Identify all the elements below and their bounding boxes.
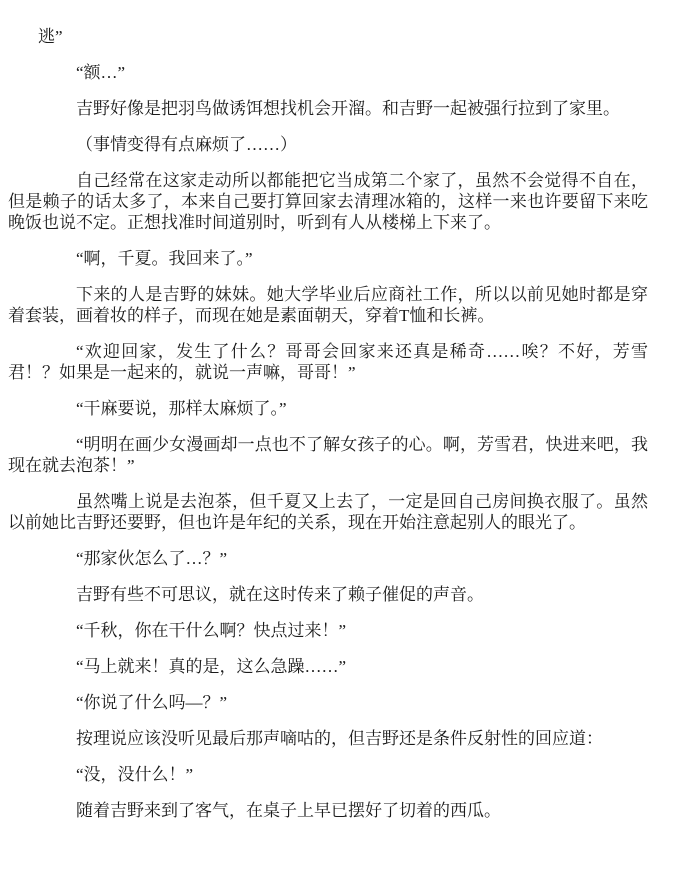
- paragraph: “欢迎回家，发生了什么？哥哥会回家来还真是稀奇……唉？不好，芳雪君！？如果是一起来的，就说一声嘛，哥哥！”: [8, 342, 648, 382]
- paragraph: “额…”: [76, 63, 126, 82]
- paragraph: “你说了什么吗—？”: [76, 693, 228, 712]
- paragraph-continuation: 逃”: [38, 27, 63, 46]
- paragraph: （事情变得有点麻烦了……）: [76, 135, 297, 154]
- paragraph: “那家伙怎么了…？”: [76, 549, 228, 568]
- paragraph: “没，没什么！”: [76, 765, 194, 784]
- paragraph: 自己经常在这家走动所以都能把它当成第二个家了，虽然不会觉得不自在，但是赖子的话太多了，本来自己要打算回家去清理冰箱的，这样一来也许要留下来吃晚饭也说不定。正想找准时间道别时，听到有人从楼梯上下来了。: [8, 171, 648, 232]
- paragraph: “啊，千夏。我回来了。”: [76, 249, 253, 268]
- paragraph: “千秋，你在干什么啊？快点过来！”: [76, 621, 347, 640]
- paragraph: “干麻要说，那样太麻烦了。”: [76, 399, 287, 418]
- paragraph: 下来的人是吉野的妹妹。她大学毕业后应商社工作，所以以前见她时都是穿着套装，画着妆的样子，而现在她是素面朝天，穿着T恤和长裤。: [8, 285, 648, 325]
- paragraph: 随着吉野来到了客气，在桌子上早已摆好了切着的西瓜。: [76, 801, 501, 820]
- paragraph: 按理说应该没听见最后那声嘀咕的，但吉野还是条件反射性的回应道：: [76, 729, 603, 748]
- paragraph: “明明在画少女漫画却一点也不了解女孩子的心。啊，芳雪君，快进来吧，我现在就去泡茶！”: [8, 435, 648, 475]
- paragraph: “马上就来！真的是，这么急躁……”: [76, 657, 347, 676]
- paragraph: 吉野好像是把羽鸟做诱饵想找机会开溜。和吉野一起被强行拉到了家里。: [76, 99, 620, 118]
- paragraph: 吉野有些不可思议，就在这时传来了赖子催促的声音。: [76, 585, 484, 604]
- paragraph: 虽然嘴上说是去泡茶，但千夏又上去了，一定是回自己房间换衣服了。虽然以前她比吉野还要野，但也许是年纪的关系，现在开始注意起别人的眼光了。: [8, 492, 648, 532]
